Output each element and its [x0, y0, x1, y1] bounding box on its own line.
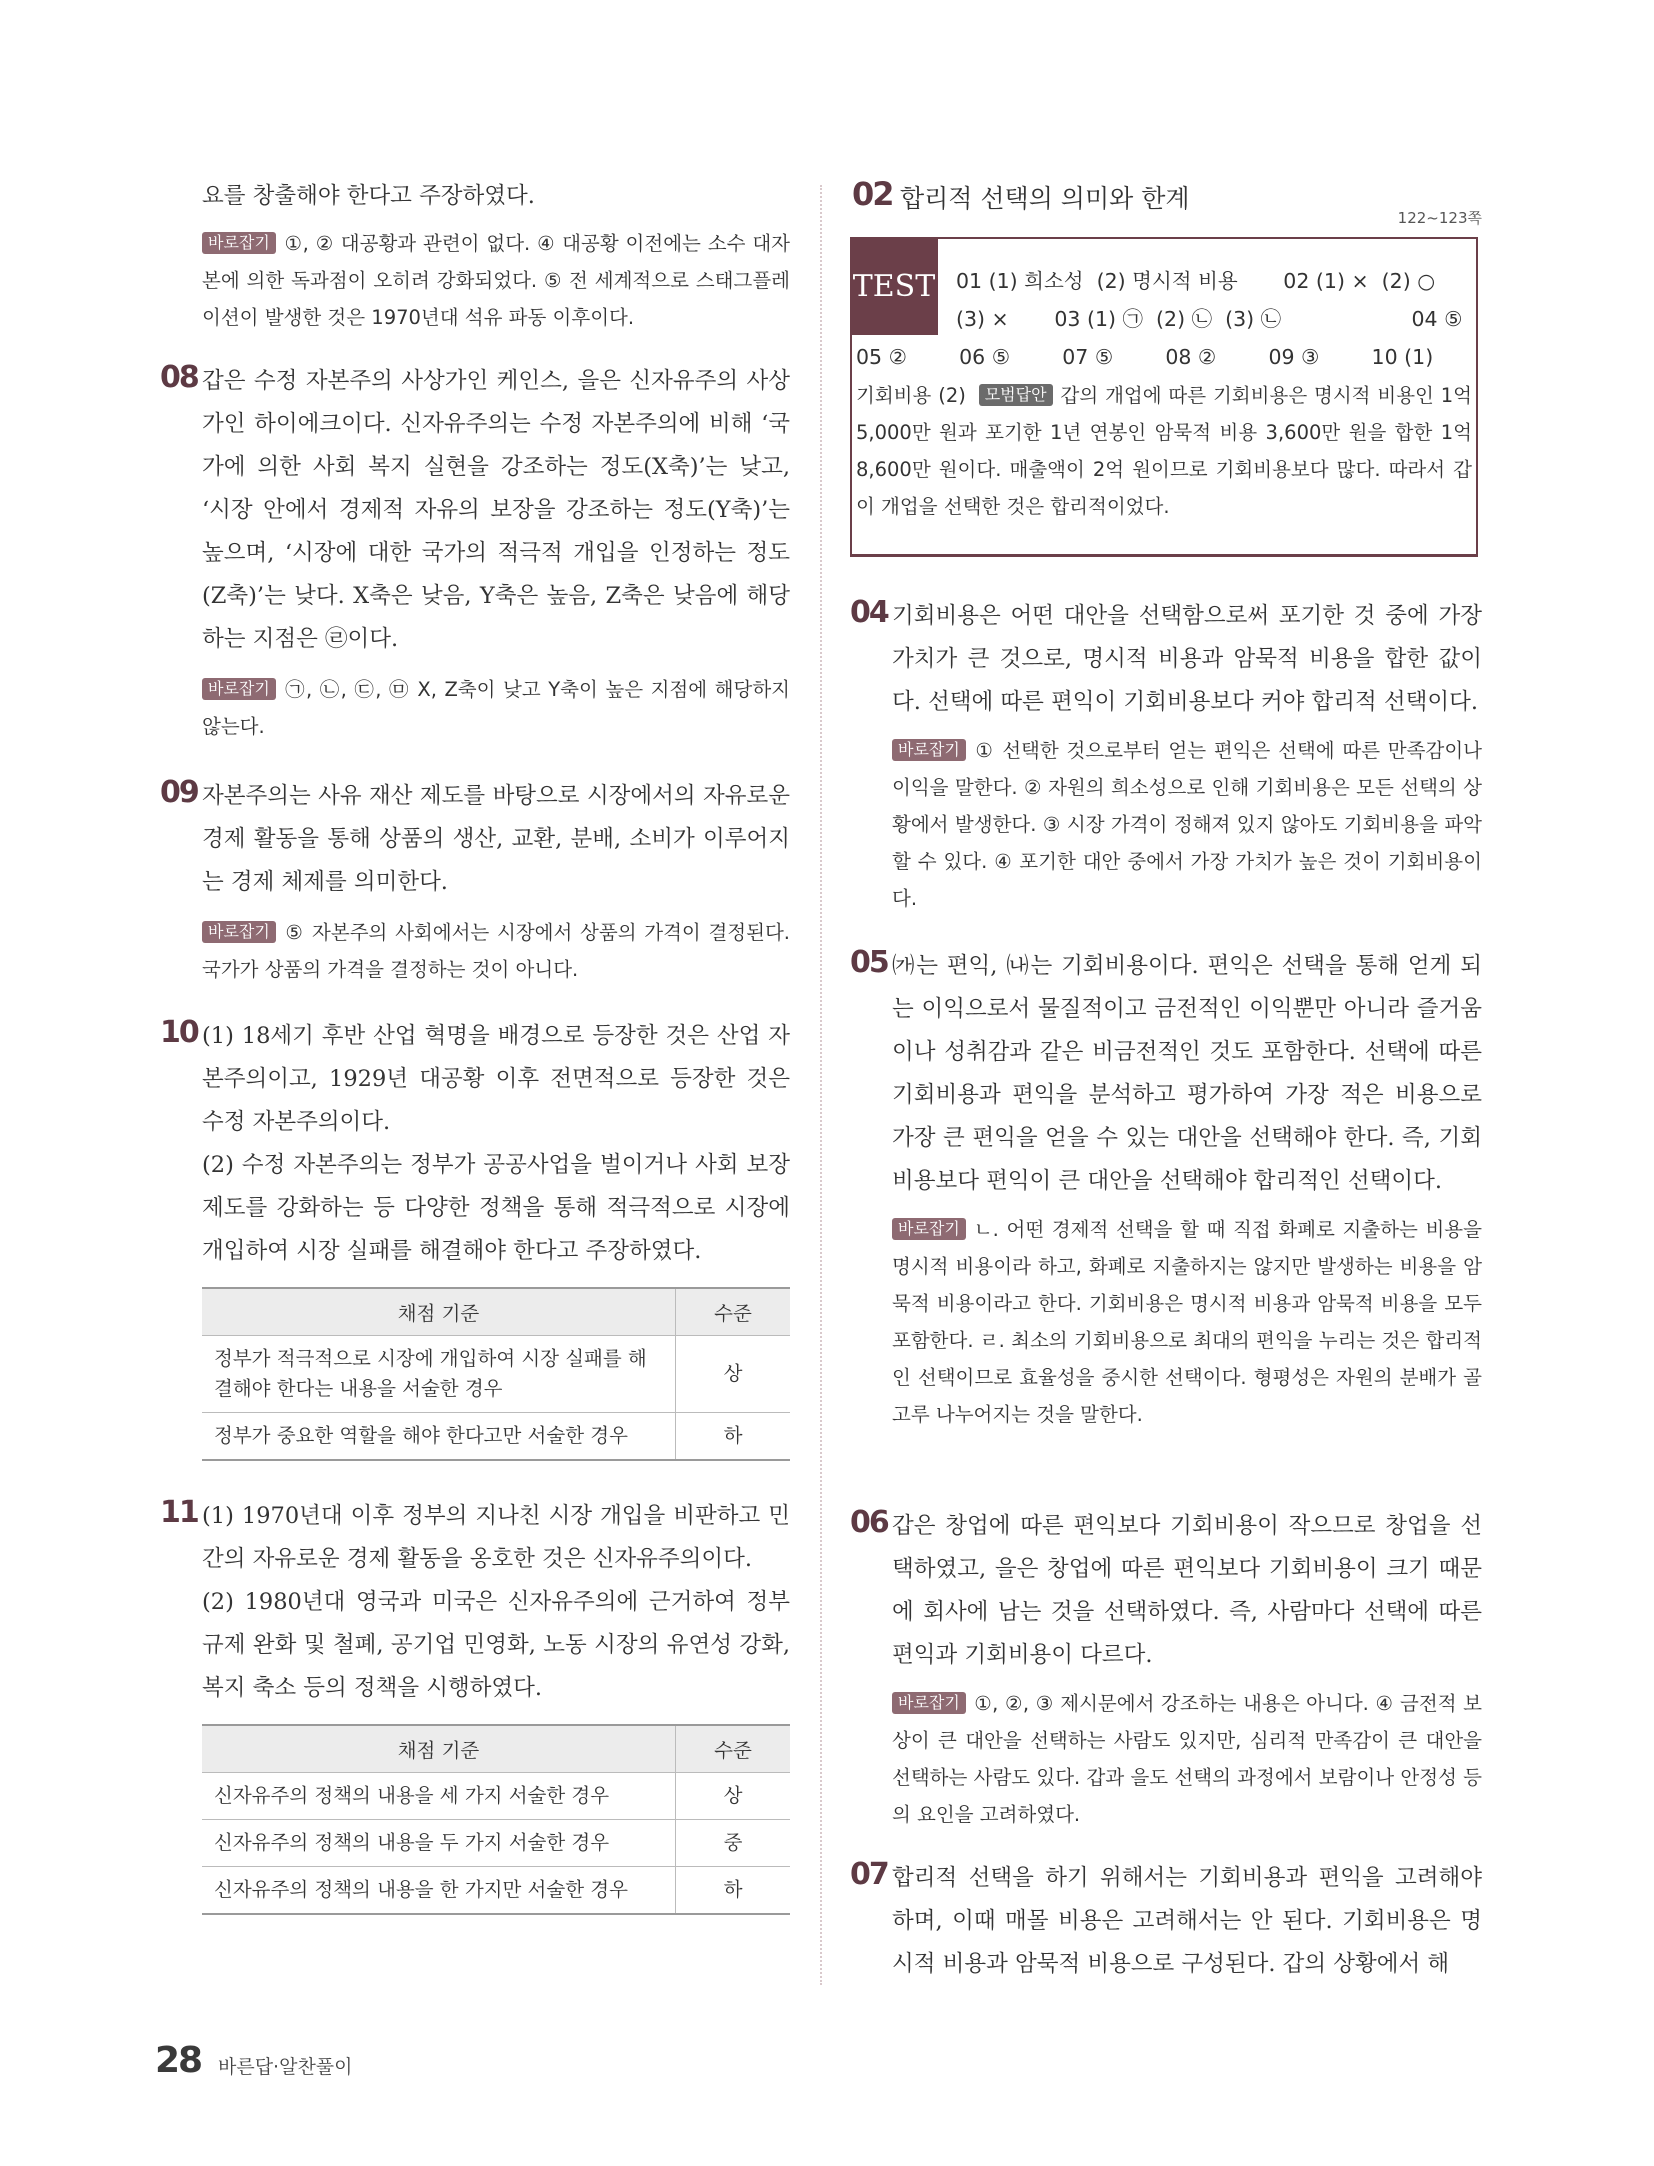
test-answers-line-3: 05 ② 06 ⑤ 07 ⑤ 08 ② 09 ③ 10 (1) [856, 345, 1434, 369]
model-answer-text: 갑의 개업에 따른 기회비용은 명시적 비용인 1억 5,000만 원과 포기한 1년 연봉인 암묵적 비용 3,600만 원을 합한 1억 8,600만 원이다. 매출액이 2억 원이므로 기회비용보다 많다. 따라서 갑이 개업을 선택한 것은 합리적이었다. [856, 384, 1472, 518]
rubric-table [202, 1287, 790, 1461]
model-answer-badge: 모범답안 [979, 384, 1053, 406]
fix-07 [202, 225, 790, 336]
rubric-level: 하 [676, 1413, 791, 1461]
question-11 [160, 1495, 790, 1915]
fix-badge: 바로잡기 [892, 739, 966, 761]
test-answers-line-2: (3) × 03 (1) ㉠ (2) ㉡ (3) ㉡ 04 ⑤ [956, 307, 1463, 331]
question-06 [850, 1505, 1482, 1833]
question-body: 갑은 창업에 따른 편익보다 기회비용이 작으므로 창업을 선택하였고, 을은 창업에 따른 편익보다 기회비용이 크기 때문에 회사에 남는 것을 선택하였다. 즉, 사람마다 선택에 따른 편익과 기회비용이 다르다. [892, 1513, 1482, 1668]
question-fix [202, 914, 790, 988]
question-number: 04 [850, 595, 888, 630]
fix-badge: 바로잡기 [892, 1692, 966, 1714]
question-fix [892, 1211, 1482, 1433]
rubric-criteria: 신자유주의 정책의 내용을 두 가지 서술한 경우 [202, 1820, 676, 1867]
book-title: 바른답·알찬풀이 [218, 2056, 353, 2078]
test-answers-line-1: 01 (1) 희소성 (2) 명시적 비용 02 (1) × (2) ○ [956, 269, 1436, 293]
question-number: 11 [160, 1495, 198, 1530]
question-part-2: (2) 수정 자본주의는 정부가 공공사업을 벌이거나 사회 보장 제도를 강화하는 등 다양한 정책을 통해 적극적으로 시장에 개입하여 시장 실패를 해결해야 한다고 주장하였다. [202, 1152, 790, 1264]
fix-badge: 바로잡기 [892, 1218, 966, 1240]
fix-badge: 바로잡기 [202, 232, 276, 254]
rubric-criteria: 신자유주의 정책의 내용을 세 가지 서술한 경우 [202, 1773, 676, 1820]
fix-text: ⑤ 자본주의 사회에서는 시장에서 상품의 가격이 결정된다. 국가가 상품의 가격을 결정하는 것이 아니다. [202, 921, 790, 981]
question-body: 합리적 선택을 하기 위해서는 기회비용과 편익을 고려해야 하며, 이때 매몰 비용은 고려해서는 안 된다. 기회비용은 명시적 비용과 암묵적 비용으로 구성된다. 갑의 상황에서 해 [892, 1865, 1482, 1977]
question-number: 06 [850, 1505, 888, 1540]
question-09 [160, 775, 790, 988]
rubric-criteria: 신자유주의 정책의 내용을 한 가지만 서술한 경우 [202, 1867, 676, 1915]
question-fix [892, 1685, 1482, 1833]
section-number: 02 [852, 175, 893, 213]
rubric-level: 상 [676, 1336, 791, 1413]
rubric-level: 하 [676, 1867, 791, 1915]
question-08 [160, 360, 790, 745]
question-body: 기회비용은 어떤 대안을 선택함으로써 포기한 것 중에 가장 가치가 큰 것으로, 명시적 비용과 암묵적 비용을 합한 값이다. 선택에 따른 편익이 기회비용보다 커야 합리적 선택이다. [892, 603, 1482, 715]
fix-badge: 바로잡기 [202, 678, 276, 700]
fix-text: ① 선택한 것으로부터 얻는 편익은 선택에 따른 만족감이나 이익을 말한다. ② 자원의 희소성으로 인해 기회비용은 모든 선택의 상황에서 발생한다. ③ 시장 가격이 정해져 있지 않아도 기회비용을 파악할 수 있다. ④ 포기한 대안 중에서 가장 가치가 높은 것이 기회비용이다. [892, 739, 1482, 910]
intro-line: 요를 창출해야 한다고 주장하였다. [202, 183, 535, 209]
page-reference: 122~123쪽 [1397, 209, 1482, 227]
question-05 [850, 945, 1482, 1433]
column-divider [820, 185, 822, 1985]
question-body: ㈎는 편익, ㈏는 기회비용이다. 편익은 선택을 통해 얻게 되는 이익으로서 물질적이고 금전적인 이익뿐만 아니라 즐거움이나 성취감과 같은 비금전적인 것도 포함한다. 선택에 따른 기회비용과 편익을 분석하고 평가하여 가장 적은 비용으로 가장 큰 편익을 얻을 수 있는 대안을 선택해야 한다. 즉, 기회비용보다 편익이 큰 대안을 선택해야 합리적인 선택이다. [892, 953, 1482, 1194]
fix-badge: 바로잡기 [202, 921, 276, 943]
question-number: 05 [850, 945, 888, 980]
question-07 [850, 1857, 1482, 1986]
question-part-2: (2) 1980년대 영국과 미국은 신자유주의에 근거하여 정부 규제 완화 및 철폐, 공기업 민영화, 노동 시장의 유연성 강화, 복지 축소 등의 정책을 시행하였다. [202, 1589, 790, 1701]
rubric-header-criteria: 채점 기준 [202, 1288, 676, 1336]
rubric-level: 중 [676, 1820, 791, 1867]
question-number: 10 [160, 1015, 198, 1050]
question-number: 09 [160, 775, 198, 810]
rubric-criteria: 정부가 중요한 역할을 해야 한다고만 서술한 경우 [202, 1413, 676, 1461]
fix-07-text: ①, ② 대공황과 관련이 없다. ④ 대공황 이전에는 소수 대자본에 의한 독과점이 오히려 강화되었다. ⑤ 전 세계적으로 스태그플레이션이 발생한 것은 1970년대 석유 파동 이후이다. [202, 232, 790, 329]
rubric-level: 상 [676, 1773, 791, 1820]
question-body: 갑은 수정 자본주의 사상가인 케인스, 을은 신자유주의 사상가인 하이에크이다. 신자유주의는 수정 자본주의에 비해 ‘국가에 의한 사회 복지 실현을 강조하는 정도(X축)’는 낮고, ‘시장 안에서 경제적 자유의 보장을 강조하는 정도(Y축)’는 높으며, ‘시장에 대한 국가의 적극적 개입을 인정하는 정도(Z축)’는 낮다. X축은 낮음, Y축은 높음, Z축은 낮음에 해당하는 지점은 ㉣이다. [202, 368, 790, 652]
question-part-1: (1) 18세기 후반 산업 혁명을 배경으로 등장한 것은 산업 자본주의이고, 1929년 대공황 이후 전면적으로 등장한 것은 수정 자본주의이다. [202, 1023, 790, 1135]
section-title: 합리적 선택의 의미와 한계 [900, 184, 1190, 213]
question-fix [202, 671, 790, 745]
table-row [202, 1773, 790, 1820]
fix-text: ㉠, ㉡, ㉢, ㉤ X, Z축이 낮고 Y축이 높은 지점에 해당하지 않는다. [202, 678, 790, 738]
rubric-header-level: 수준 [676, 1288, 791, 1336]
fix-text: ㄴ. 어떤 경제적 선택을 할 때 직접 화폐로 지출하는 비용을 명시적 비용이라 하고, 화폐로 지출하지는 않지만 발생하는 비용을 암묵적 비용이라고 한다. 기회비용은 명시적 비용과 암묵적 비용을 모두 포함한다. ㄹ. 최소의 기회비용으로 최대의 편익을 누리는 것은 합리적인 선택이므로 효율성을 중시한 선택이다. 형평성은 자원의 분배가 골고루 나누어지는 것을 말한다. [892, 1218, 1482, 1426]
test-answers-model [856, 377, 1472, 525]
rubric-header-criteria: 채점 기준 [202, 1725, 676, 1773]
table-row [202, 1413, 790, 1461]
question-04 [850, 595, 1482, 917]
question-10 [160, 1015, 790, 1461]
question-part-1: (1) 1970년대 이후 정부의 지나친 시장 개입을 비판하고 민간의 자유로운 경제 활동을 옹호한 것은 신자유주의이다. [202, 1503, 790, 1572]
rubric-header-level: 수준 [676, 1725, 791, 1773]
test-label: TEST [850, 237, 938, 335]
test-answer-prefix: 기회비용 (2) [856, 384, 966, 407]
question-number: 07 [850, 1857, 888, 1892]
question-fix [892, 732, 1482, 917]
rubric-table [202, 1724, 790, 1915]
fix-text: ①, ②, ③ 제시문에서 강조하는 내용은 아니다. ④ 금전적 보상이 큰 대안을 선택하는 사람도 있지만, 심리적 만족감이 큰 대안을 선택하는 사람도 있다. 갑과 을도 선택의 과정에서 보람이나 안정성 등의 요인을 고려하였다. [892, 1692, 1482, 1826]
table-row [202, 1867, 790, 1915]
table-row [202, 1820, 790, 1867]
section-header [850, 175, 1482, 227]
rubric-criteria: 정부가 적극적으로 시장에 개입하여 시장 실패를 해결해야 한다는 내용을 서술한 경우 [202, 1336, 676, 1413]
question-body: 자본주의는 사유 재산 제도를 바탕으로 시장에서의 자유로운 경제 활동을 통해 상품의 생산, 교환, 분배, 소비가 이루어지는 경제 체제를 의미한다. [202, 783, 790, 895]
test-answer-box [850, 237, 1478, 557]
question-number: 08 [160, 360, 198, 395]
page-number: 28 [155, 2040, 202, 2081]
table-row [202, 1336, 790, 1413]
